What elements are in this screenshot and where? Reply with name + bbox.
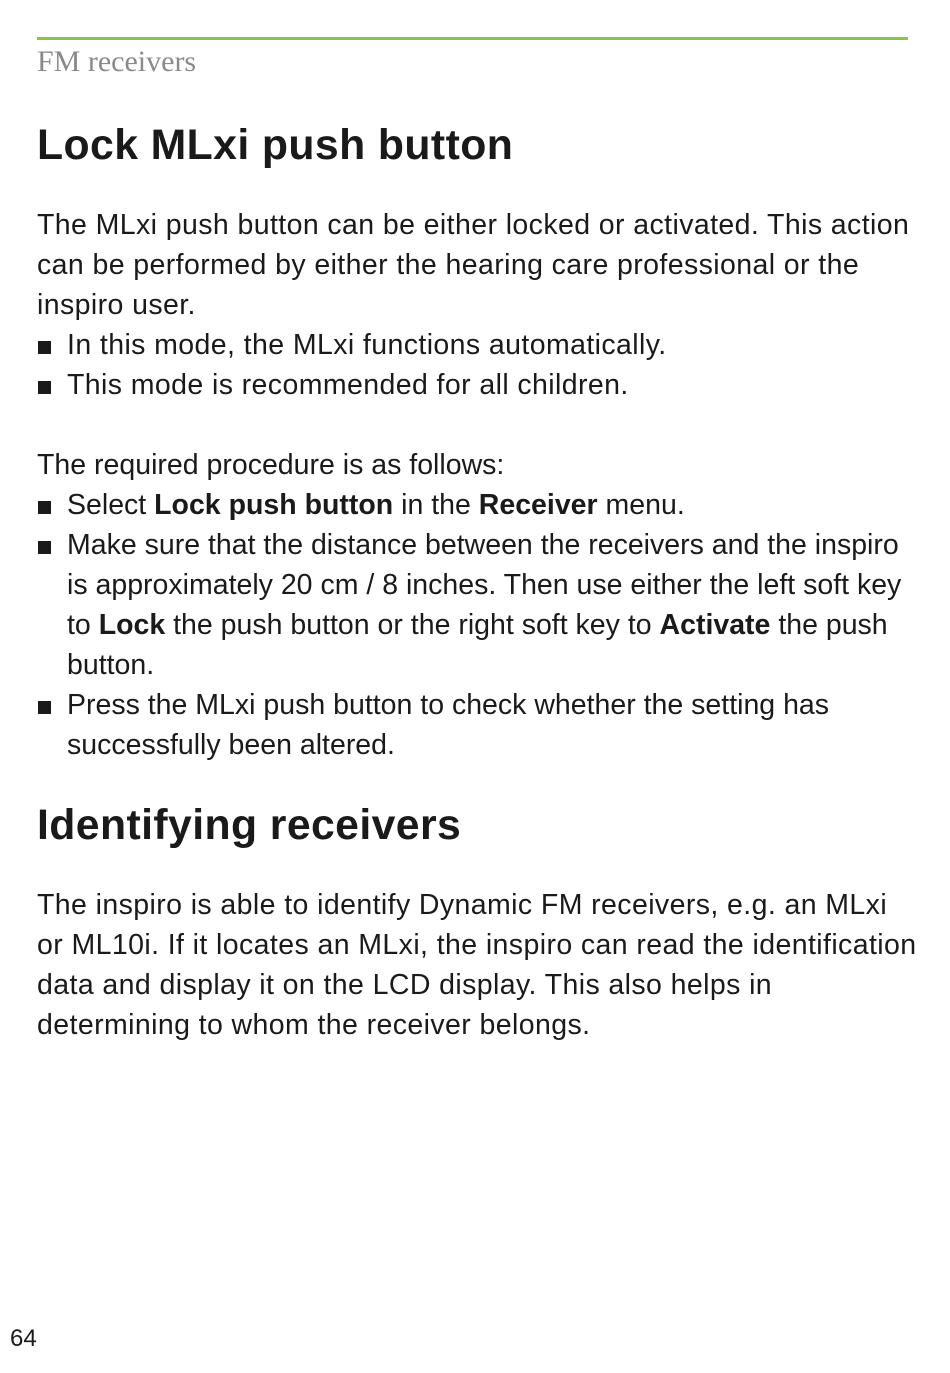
list-item: In this mode, the MLxi functions automatically. [37,325,917,365]
bullet-square-icon [38,381,51,394]
identify-section-heading: Identifying receivers [37,801,462,849]
procedure-step: Make sure that the distance between the receivers and the inspiro is approximately 20 cm / 8 inches. Then use either the left soft key to Lock the push button or the right soft key to Activate the push button. [37,525,917,685]
lock-section-heading: Lock MLxi push button [37,121,514,169]
bullet-square-icon [38,341,51,354]
header-rule [37,37,908,40]
lock-section-intro: The MLxi push button can be either locked or activated. This action can be performed by either the hearing care professional or the inspiro user. [37,209,910,321]
page-content [37,121,917,1045]
bullet-square-icon [38,701,51,714]
procedure-intro: The required procedure is as follows: [37,449,505,481]
section-label: FM receivers [37,45,197,78]
bullet-square-icon [38,541,51,554]
list-item: This mode is recommended for all children. [37,365,917,405]
procedure-step: Select Lock push button in the Receiver menu. [37,485,917,525]
page-number: 64 [10,1325,37,1352]
identify-section-body: The inspiro is able to identify Dynamic FM receivers, e.g. an MLxi or ML10i. If it locates an MLxi, the inspiro can read the identification data and display it on the LCD display. This also helps in determining to whom the receiver belongs. [37,889,917,1041]
procedure-step: Press the MLxi push button to check whether the setting has successfully been altered. [37,685,917,765]
bullet-square-icon [38,501,51,514]
